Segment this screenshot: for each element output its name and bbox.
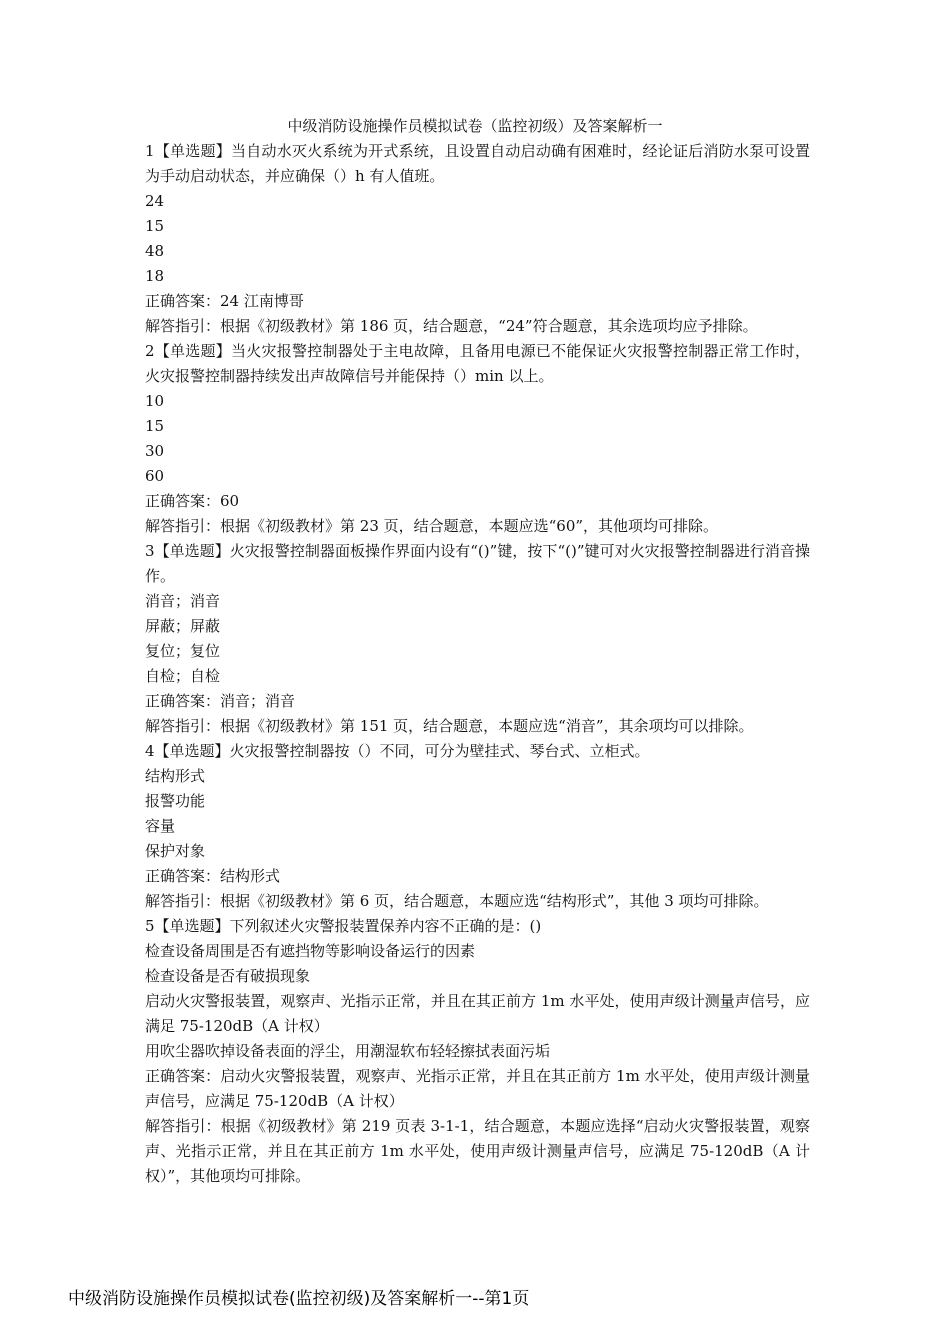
option-item: 检查设备是否有破损现象 [145, 967, 311, 985]
option-item: 复位；复位 [145, 642, 221, 660]
option-item: 18 [145, 267, 165, 285]
option-item: 容量 [145, 817, 176, 835]
correct-answer: 正确答案：消音；消音 [145, 692, 296, 710]
option-item: 15 [145, 217, 165, 235]
answer-explanation: 解答指引：根据《初级教材》第 6 页，结合题意，本题应选“结构形式”，其他 3 项均可排除。 [145, 892, 769, 910]
option-item: 消音；消音 [145, 592, 221, 610]
option-item: 30 [145, 442, 165, 460]
option-item: 10 [145, 392, 165, 410]
question-stem: 4【单选题】火灾报警控制器按（）不同，可分为壁挂式、琴台式、立柜式。 [145, 742, 650, 760]
document-title: 中级消防设施操作员模拟试卷（监控初级）及答案解析一 [287, 117, 663, 135]
option-item: 启动火灾警报装置，观察声、光指示正常，并且在其正前方 1m 水平处，使用声级计测量声信号，应满足 75-120dB（A 计权） [145, 992, 810, 1035]
option-item: 结构形式 [145, 767, 206, 785]
question-list [145, 139, 810, 1189]
correct-answer: 正确答案：60 [145, 492, 240, 510]
question-stem: 2【单选题】当火灾报警控制器处于主电故障，且备用电源已不能保证火灾报警控制器正常工作时，火灾报警控制器持续发出声故障信号并能保持（）min 以上。 [145, 342, 810, 385]
option-item: 自检；自检 [145, 667, 221, 685]
option-item: 屏蔽；屏蔽 [145, 617, 221, 635]
answer-explanation: 解答指引：根据《初级教材》第 151 页，结合题意，本题应选“消音”，其余项均可以排除。 [145, 717, 754, 735]
answer-explanation: 解答指引：根据《初级教材》第 23 页，结合题意，本题应选“60”，其他项均可排除。 [145, 517, 719, 535]
question-stem: 1【单选题】当自动水灭火系统为开式系统，且设置自动启动确有困难时，经论证后消防水泵可设置为手动启动状态，并应确保（）h 有人值班。 [145, 142, 810, 185]
page-footer: 中级消防设施操作员模拟试卷(监控初级)及答案解析一--第1页 [68, 1289, 530, 1309]
option-item: 用吹尘器吹掉设备表面的浮尘，用潮湿软布轻轻擦拭表面污垢 [145, 1042, 551, 1060]
answer-explanation: 解答指引：根据《初级教材》第 219 页表 3-1-1，结合题意，本题应选择“启动火灾警报装置，观察声、光指示正常，并且在其正前方 1m 水平处，使用声级计测量声信号，应满足 75-120dB（A 计权）”，其他项均可排除。 [145, 1117, 810, 1185]
correct-answer: 正确答案：结构形式 [145, 867, 281, 885]
question-stem: 3【单选题】火灾报警控制器面板操作界面内设有“()”键，按下“()”键可对火灾报警控制器进行消音操作。 [145, 542, 810, 585]
question-stem: 5【单选题】下列叙述火灾警报装置保养内容不正确的是：() [145, 917, 542, 935]
correct-answer: 正确答案：启动火灾警报装置，观察声、光指示正常，并且在其正前方 1m 水平处，使用声级计测量声信号，应满足 75-120dB（A 计权） [145, 1067, 810, 1110]
question-block [145, 339, 810, 539]
question-block [145, 539, 810, 739]
question-block [145, 739, 810, 914]
option-item: 15 [145, 417, 165, 435]
option-item: 24 [145, 192, 165, 210]
question-block [145, 139, 810, 339]
answer-explanation: 解答指引：根据《初级教材》第 186 页，结合题意，“24”符合题意，其余选项均应予排除。 [145, 317, 758, 335]
option-item: 保护对象 [145, 842, 206, 860]
correct-answer: 正确答案：24 江南博哥 [145, 292, 304, 310]
question-block [145, 914, 810, 1189]
option-item: 检查设备周围是否有遮挡物等影响设备运行的因素 [145, 942, 476, 960]
option-item: 报警功能 [145, 792, 206, 810]
option-item: 48 [145, 242, 165, 260]
option-item: 60 [145, 467, 165, 485]
